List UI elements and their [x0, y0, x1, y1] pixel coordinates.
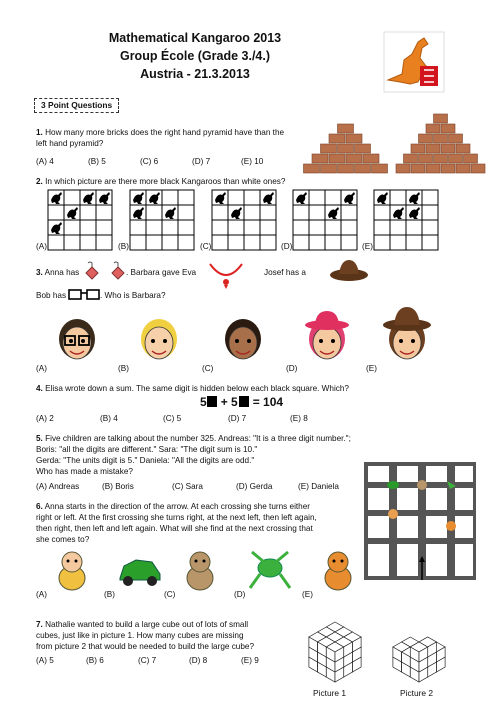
- option-c[interactable]: (C) 5: [163, 414, 182, 423]
- question-6-number: 6.: [36, 502, 43, 511]
- picture-label-e[interactable]: (E): [302, 590, 313, 599]
- option-b[interactable]: (B) 5: [88, 157, 106, 166]
- cube-picture-1: [300, 608, 370, 682]
- glasses-icon: [68, 288, 102, 300]
- option-c[interactable]: (C) 6: [140, 157, 159, 166]
- grid-label-a[interactable]: (A): [36, 242, 47, 251]
- question-2-text: In which picture are there more black Kangaroos than white ones?: [45, 177, 286, 186]
- question-6-line-2: right or left. At the first crossing she turns right, at the next left, then left again,: [36, 513, 317, 522]
- face-label-d[interactable]: (D): [286, 364, 298, 373]
- question-6-line-1: Anna starts in the direction of the arrow. At each crossing she turns either: [44, 502, 310, 511]
- question-2-number: 2.: [36, 177, 43, 186]
- question-7-line-2: cubes, just like in picture 1. How many cubes are missing: [36, 631, 244, 640]
- question-5-line-2: Boris: "all the digits are different." Sara: "The digit sum is 10.": [36, 445, 258, 454]
- brick: [304, 164, 320, 173]
- question-3-text-3: Josef has a: [264, 268, 306, 277]
- title-line-2: Group École (Grade 3./4.): [119, 49, 271, 63]
- brick: [346, 154, 362, 163]
- brick: [426, 164, 440, 173]
- brick: [471, 164, 485, 173]
- kangaroo-grid-c: [212, 190, 276, 250]
- question-3-text-1: Anna has: [44, 268, 80, 277]
- question-7-line-3: from picture 2 that would be needed to build the large cube?: [36, 642, 255, 651]
- picture-b-car-icon: [116, 548, 164, 592]
- brick: [441, 144, 455, 153]
- earrings-icon: [84, 261, 126, 281]
- question-3-line-2: [36, 290, 66, 301]
- question-5-number: 5.: [36, 434, 43, 443]
- option-e[interactable]: (E) 10: [241, 157, 264, 166]
- brick: [426, 144, 440, 153]
- kangaroo-grid-b: [130, 190, 194, 250]
- question-3-line-1: [36, 267, 79, 278]
- question-6: [36, 501, 366, 545]
- brick: [449, 154, 463, 163]
- brick: [441, 164, 455, 173]
- brick: [411, 164, 425, 173]
- option-b[interactable]: (B) 6: [86, 656, 104, 665]
- face-e-icon: [382, 305, 432, 369]
- brick: [419, 134, 433, 143]
- cowboy-hat-icon: [329, 256, 369, 282]
- brick: [411, 144, 425, 153]
- equation-digit-1: 5: [200, 395, 207, 409]
- brick: [396, 164, 410, 173]
- option-a[interactable]: (A) Andreas: [36, 482, 80, 491]
- option-d[interactable]: (D) 7: [192, 157, 211, 166]
- question-1-number: 1.: [36, 128, 43, 137]
- question-7: [36, 619, 306, 652]
- hidden-digit-square-1: [207, 396, 217, 407]
- option-c[interactable]: (C) Sara: [172, 482, 203, 491]
- kangaroo-grid-e: [374, 190, 438, 250]
- option-a[interactable]: (A) 4: [36, 157, 54, 166]
- face-label-c[interactable]: (C): [202, 364, 214, 373]
- brick: [355, 144, 371, 153]
- face-d-icon: [302, 305, 352, 369]
- brick: [346, 134, 362, 143]
- option-d[interactable]: (D) Gerda: [236, 482, 273, 491]
- picture-label-a[interactable]: (A): [36, 590, 47, 599]
- brick: [312, 154, 328, 163]
- question-4-number: 4.: [36, 384, 43, 393]
- question-3-text-2: . Barbara gave Eva: [126, 268, 197, 277]
- brick: [321, 164, 337, 173]
- face-label-e[interactable]: (E): [366, 364, 377, 373]
- equation-plus: + 5: [220, 395, 238, 409]
- right-brick-pyramid: [395, 112, 487, 174]
- question-6-line-4: she comes to?: [36, 535, 90, 544]
- hidden-digit-square-2: [239, 396, 249, 407]
- brick: [449, 134, 463, 143]
- question-5-line-3: Gerda: "The units digit is 5." Daniela: "All the digits are odd.": [36, 456, 255, 465]
- brick: [441, 124, 455, 133]
- picture-label-c[interactable]: (C): [164, 590, 176, 599]
- option-a[interactable]: (A) 2: [36, 414, 54, 423]
- option-c[interactable]: (C) 7: [138, 656, 157, 665]
- street-grid-map: [364, 462, 476, 580]
- caption-picture-1: Picture 1: [313, 688, 347, 698]
- brick: [456, 164, 470, 173]
- grid-label-b[interactable]: (B): [118, 242, 129, 251]
- brick: [329, 154, 345, 163]
- brick: [321, 144, 337, 153]
- picture-c-dog-icon: [176, 548, 224, 592]
- picture-label-b[interactable]: (B): [104, 590, 115, 599]
- brick: [434, 134, 448, 143]
- brick: [338, 164, 354, 173]
- option-e[interactable]: (E) 8: [290, 414, 308, 423]
- picture-d-frog-icon: [246, 548, 294, 592]
- option-b[interactable]: (B) Boris: [102, 482, 134, 491]
- section-title: 3 Point Questions: [34, 98, 119, 113]
- question-3-text-5: . Who is Barbara?: [100, 291, 166, 300]
- necklace-icon: [206, 260, 246, 290]
- brick: [456, 144, 470, 153]
- grid-label-c[interactable]: (C): [200, 242, 212, 251]
- left-brick-pyramid: [302, 122, 390, 174]
- face-b-icon: [134, 305, 184, 369]
- kangaroo-grid-d: [293, 190, 357, 250]
- question-1: [36, 127, 296, 149]
- equation-result: = 104: [252, 395, 284, 409]
- brick: [338, 144, 354, 153]
- brick: [372, 164, 388, 173]
- brick: [404, 154, 418, 163]
- question-5-line-4: Who has made a mistake?: [36, 467, 133, 476]
- option-e[interactable]: (E) 9: [241, 656, 259, 665]
- brick: [426, 124, 440, 133]
- picture-a-girl-icon: [48, 548, 96, 592]
- option-b[interactable]: (B) 4: [100, 414, 118, 423]
- face-label-a[interactable]: (A): [36, 364, 47, 373]
- brick: [355, 164, 371, 173]
- kangaroo-grid-a: [48, 190, 112, 250]
- question-3-text-4: Bob has: [36, 291, 67, 300]
- question-6-line-3: then right, then left and left again. What will she find at the next crossing that: [36, 524, 313, 533]
- question-4-equation: [200, 395, 283, 410]
- caption-picture-2: Picture 2: [400, 688, 434, 698]
- brick: [434, 114, 448, 123]
- face-a-icon: [52, 305, 102, 369]
- grid-label-d[interactable]: (D): [281, 242, 293, 251]
- question-1-text: How many more bricks does the right hand pyramid have than the left hand pyramid?: [36, 128, 285, 148]
- title-line-3: Austria - 21.3.2013: [140, 67, 250, 81]
- question-5-line-1: Five children are talking about the number 325. Andreas: "It is a three digit number.";: [45, 434, 351, 443]
- question-2: [36, 176, 456, 187]
- picture-label-d[interactable]: (D): [234, 590, 246, 599]
- kangaroo-logo-icon: [382, 30, 446, 94]
- face-c-icon: [218, 305, 268, 369]
- brick: [464, 154, 478, 163]
- grid-label-e[interactable]: (E): [362, 242, 373, 251]
- picture-e-cat-icon: [314, 548, 362, 592]
- brick: [434, 154, 448, 163]
- face-label-b[interactable]: (B): [118, 364, 129, 373]
- question-3-number: 3.: [36, 268, 43, 277]
- brick: [363, 154, 379, 163]
- question-7-line-1: Nathalie wanted to build a large cube out of lots of small: [45, 620, 249, 629]
- cube-picture-2: [384, 608, 454, 682]
- option-d[interactable]: (D) 7: [228, 414, 247, 423]
- brick: [338, 124, 354, 133]
- brick: [419, 154, 433, 163]
- brick: [329, 134, 345, 143]
- question-4: [36, 383, 476, 394]
- option-e[interactable]: (E) Daniela: [298, 482, 339, 491]
- option-a[interactable]: (A) 5: [36, 656, 54, 665]
- question-7-number: 7.: [36, 620, 43, 629]
- option-d[interactable]: (D) 8: [189, 656, 208, 665]
- question-4-text: Elisa wrote down a sum. The same digit is hidden below each black square. Which?: [45, 384, 349, 393]
- title-line-1: Mathematical Kangaroo 2013: [108, 31, 282, 45]
